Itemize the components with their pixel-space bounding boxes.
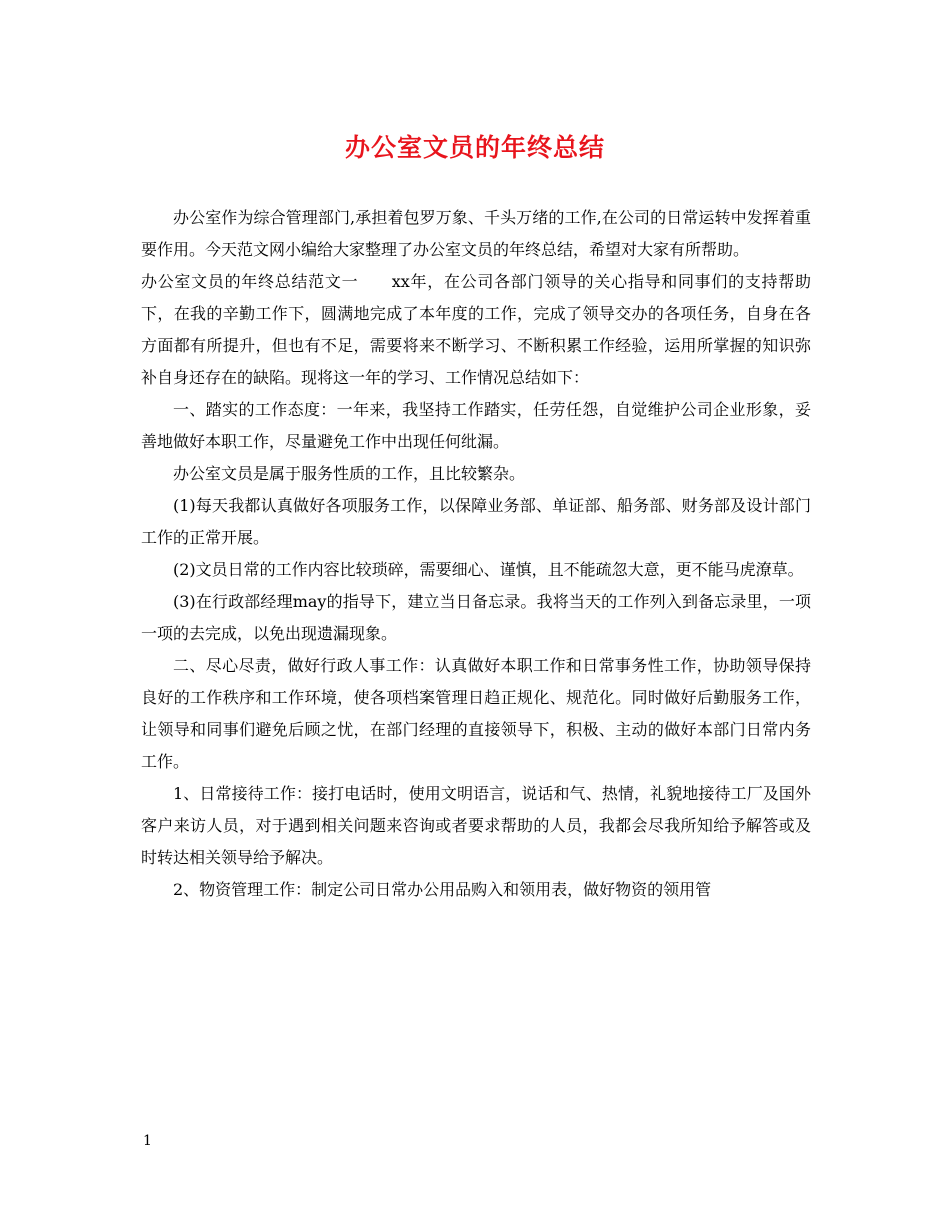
paragraph-item-2: (2)文员日常的工作内容比较琐碎，需要细心、谨慎，且不能疏忽大意，更不能马虎潦草。 — [173, 560, 804, 579]
paragraph-item-3: (3)在行政部经理may的指导下，建立当日备忘录。我将当天的工作列入到备忘录里，一项一项的去完成，以免出现遗漏现象。 — [141, 592, 811, 643]
paragraph-attitude: 一、踏实的工作态度：一年来，我坚持工作踏实，任劳任怨，自觉维护公司企业形象，妥善地做好本职工作，尽量避免工作中出现任何纰漏。 — [141, 400, 811, 451]
document-title: 办公室文员的年终总结 — [344, 133, 605, 162]
paragraph-intro: 办公室作为综合管理部门,承担着包罗万象、千头万绪的工作,在公司的日常运转中发挥着重要作用。今天范文网小编给大家整理了办公室文员的年终总结，希望对大家有所帮助。 — [141, 208, 811, 259]
document-body — [141, 202, 811, 906]
page-number: 1 — [143, 1133, 152, 1149]
paragraph-reception: 1、日常接待工作：接打电话时，使用文明语言，说话和气、热情，礼貌地接待工厂及国外客户来访人员，对于遇到相关问题来咨询或者要求帮助的人员，我都会尽我所知给予解答或及时转达相关领导给予解决。 — [141, 784, 811, 867]
paragraph-admin-hr: 二、尽心尽责，做好行政人事工作：认真做好本职工作和日常事务性工作，协助领导保持良好的工作秩序和工作环境，使各项档案管理日趋正规化、规范化。同时做好后勤服务工作，让领导和同事们避免后顾之忧，在部门经理的直接领导下，积极、主动的做好本部门日常内务工作。 — [141, 656, 811, 771]
paragraph-sample-one: 办公室文员的年终总结范文一 xx年，在公司各部门领导的关心指导和同事们的支持帮助下，在我的辛勤工作下，圆满地完成了本年度的工作，完成了领导交办的各项任务，自身在各方面都有所提升，但也有不足，需要将来不断学习、不断积累工作经验，运用所掌握的知识弥补自身还存在的缺陷。现将这一年的学习、工作情况总结如下： — [141, 272, 811, 387]
paragraph-service-nature: 办公室文员是属于服务性质的工作，且比较繁杂。 — [173, 464, 526, 483]
paragraph-materials: 2、物资管理工作：制定公司日常办公用品购入和领用表，做好物资的领用管 — [173, 880, 712, 899]
paragraph-item-1: (1)每天我都认真做好各项服务工作，以保障业务部、单证部、船务部、财务部及设计部门工作的正常开展。 — [141, 496, 811, 547]
